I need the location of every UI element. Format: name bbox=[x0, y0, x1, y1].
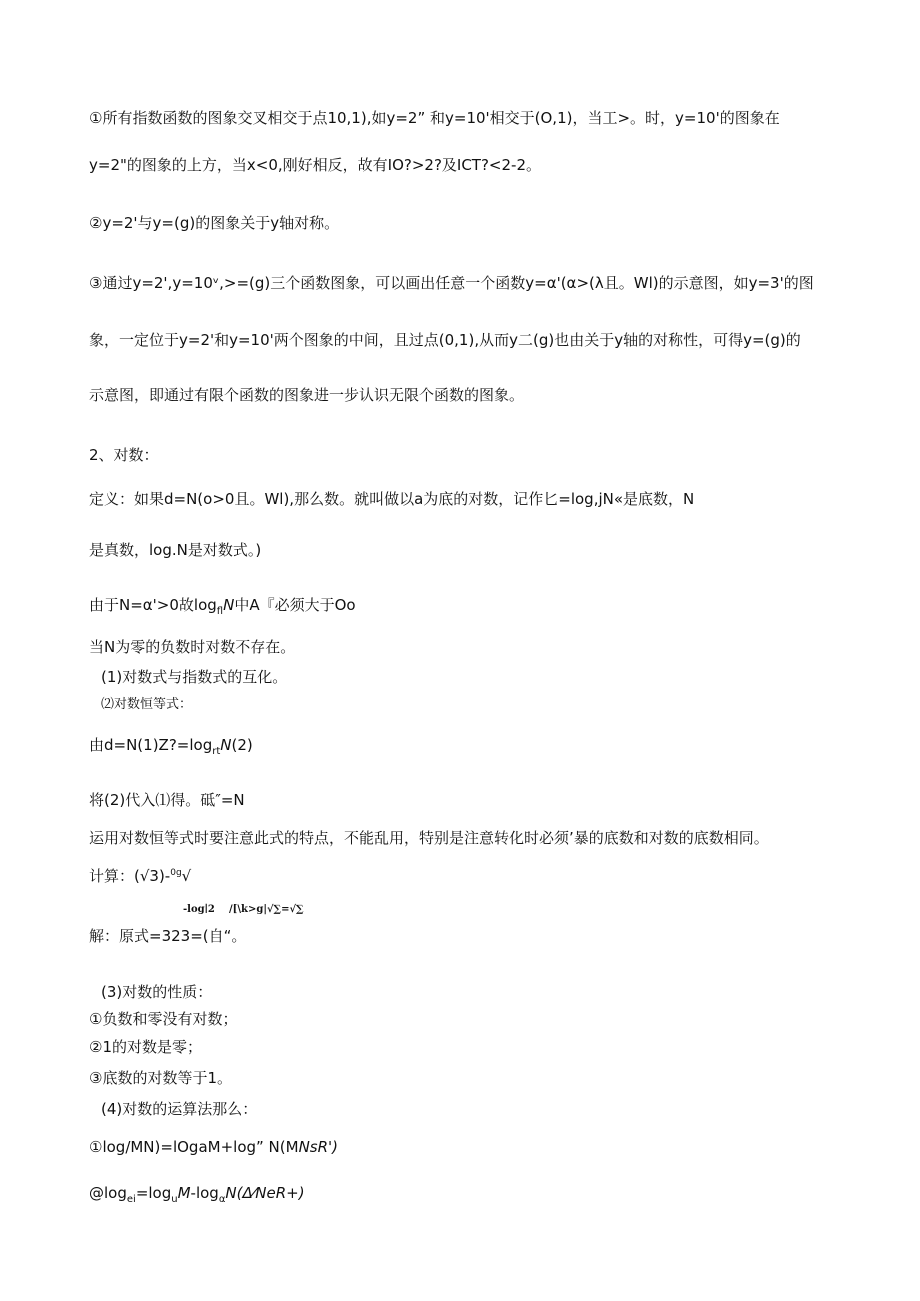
paragraph-line: y=2"的图象的上方，当x<0,刚好相反，故有IO?>2?及ICT?<2-2。 bbox=[89, 156, 542, 174]
solution-exponent-row bbox=[183, 904, 304, 915]
text-run: 中A『必须大于Oo bbox=[234, 596, 356, 614]
text-run: (2) bbox=[231, 736, 253, 754]
text-run: 由d=N(1)Z?=log bbox=[89, 736, 213, 754]
paragraph-line: ②y=2'与y=(g)的图象关于y轴对称。 bbox=[89, 214, 340, 232]
property-item: ③底数的对数等于1。 bbox=[89, 1069, 232, 1087]
list-item: (4)对数的运算法那么： bbox=[101, 1100, 258, 1118]
text-run: ①log/MN)=lOgaM+log” N(M bbox=[89, 1138, 299, 1156]
paragraph-line: 象，一定位于y=2'和y=10'两个图象的中间，且过点(0,1),从而y二(g)也由关于y轴的对称性，可得y=(g)的 bbox=[89, 331, 801, 349]
solution-line: 解：原式=323=(自“。 bbox=[89, 927, 247, 945]
italic-variable: N bbox=[220, 736, 232, 754]
italic-variable: N bbox=[223, 596, 235, 614]
text-run: @log bbox=[89, 1184, 127, 1202]
subscript: rt bbox=[212, 746, 221, 757]
text-run: -log bbox=[190, 1184, 219, 1202]
paragraph-line: 示意图，即通过有限个函数的图象进一步认识无限个函数的图象。 bbox=[89, 386, 525, 404]
list-item: (3)对数的性质： bbox=[101, 983, 213, 1001]
definition-line: 是真数，log.N是对数式。) bbox=[89, 541, 262, 559]
paragraph-line: 当N为零的负数时对数不存在。 bbox=[89, 638, 296, 656]
section-heading: 2、对数： bbox=[89, 446, 159, 464]
formula-line bbox=[89, 735, 253, 762]
definition-line: 定义：如果d=N(o>0且。Wl),那么数。就叫做以a为底的对数，记作匕=log,jN«是底数，N bbox=[89, 490, 695, 508]
text-run: √ bbox=[181, 867, 192, 885]
subscript: u bbox=[171, 1194, 178, 1205]
italic-variable: M bbox=[177, 1184, 191, 1202]
exponent-text: /[\k>g|√∑=√∑ bbox=[229, 904, 304, 915]
property-item: ②1的对数是零； bbox=[89, 1038, 202, 1056]
paragraph-line: ①所有指数函数的图象交叉相交于点10,1),如y=2” 和y=10'相交于(O,1)，当工>。时，y=10'的图象在 bbox=[89, 109, 780, 127]
formula-line bbox=[89, 1183, 305, 1210]
text-run: =log bbox=[135, 1184, 172, 1202]
italic-text: NsR') bbox=[298, 1138, 339, 1156]
subscript: ei bbox=[126, 1194, 136, 1205]
text-run: 计算：(√3)- bbox=[89, 867, 171, 885]
italic-text: N(Δ⁄NeR+) bbox=[225, 1184, 305, 1202]
list-item: (1)对数式与指数式的互化。 bbox=[101, 668, 288, 686]
text-run: 由于N=α'>0故log bbox=[89, 596, 217, 614]
subscript: α bbox=[218, 1194, 226, 1205]
paragraph-line: 运用对数恒等式时要注意此式的特点，不能乱用，特别是注意转化时必须’暴的底数和对数的底数相同。 bbox=[89, 829, 769, 847]
formula-line bbox=[89, 595, 356, 622]
paragraph-line: ③通过y=2',y=10ᵛ,>=(g)三个函数图象，可以画出任意一个函数y=α'(α>(λ且。Wl)的示意图，如y=3'的图 bbox=[89, 274, 814, 292]
subscript: fl bbox=[216, 606, 224, 617]
property-item: ①负数和零没有对数； bbox=[89, 1010, 238, 1028]
list-item: ⑵对数恒等式： bbox=[101, 697, 193, 712]
superscript: 0g bbox=[170, 868, 182, 878]
formula-line bbox=[89, 863, 191, 886]
formula-line bbox=[89, 1137, 338, 1157]
paragraph-line: 将(2)代入⑴得。砥″=N bbox=[89, 791, 245, 809]
exponent-text: -log∣2 bbox=[183, 904, 215, 915]
